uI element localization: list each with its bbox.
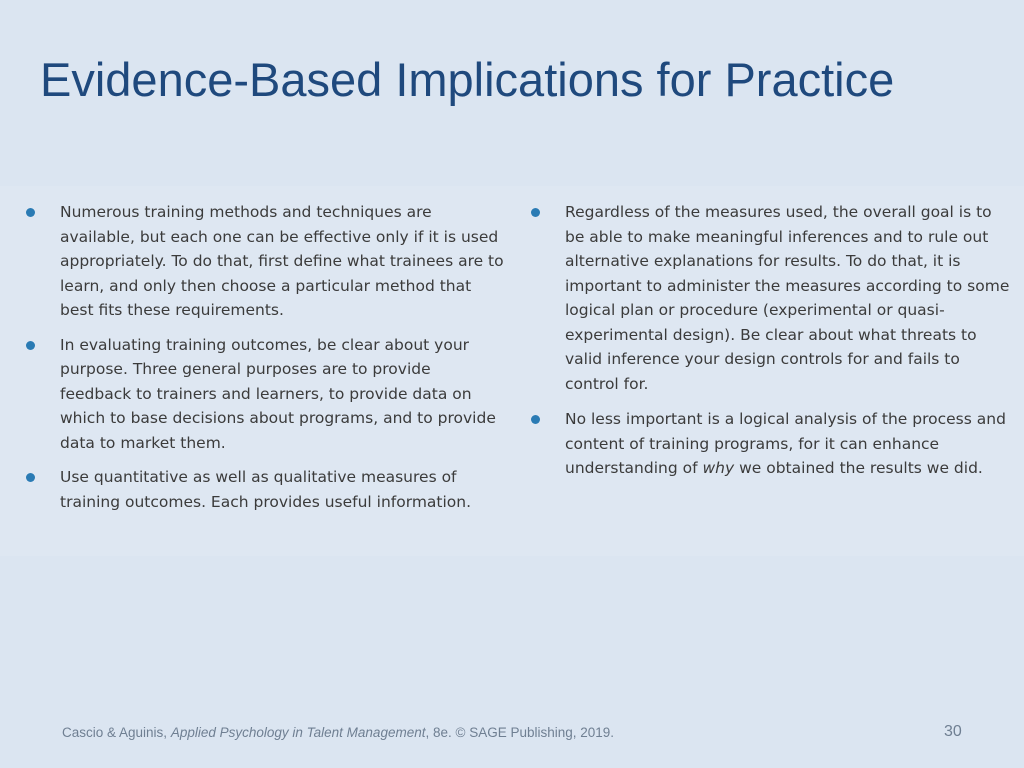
slide-title: Evidence-Based Implications for Practice <box>40 53 895 106</box>
bullet-item <box>26 200 506 323</box>
bullet-item <box>531 200 1011 396</box>
bullet-dot-icon <box>531 415 540 424</box>
content-panel <box>0 186 1024 556</box>
bullet-item <box>531 407 1011 481</box>
bullet-text-part: No less important is a logical analysis of the process and content of training programs, for it can enhance understanding of <box>565 410 1006 477</box>
bullet-text: Numerous training methods and techniques are available, but each one can be effective only if it is used appropriately. To do that, first define what trainees are to learn, and only then choose a particular method that best fits these requirements. <box>60 203 504 319</box>
bullet-dot-icon <box>26 473 35 482</box>
footer-citation <box>62 725 614 740</box>
citation-edition: , 8e. © SAGE Publishing, 2019. <box>425 725 615 740</box>
bullet-dot-icon <box>26 341 35 350</box>
bullet-item <box>26 465 506 514</box>
bullet-text: Regardless of the measures used, the overall goal is to be able to make meaningful inferences and to rule out alternative explanations for results. To do that, it is important to administer the measures according to some logical plan or procedure (experimental or quasi-experimental design). Be clear about what threats to valid inference your design controls for and fails to control for. <box>565 203 1010 393</box>
left-bullet-list <box>26 200 506 524</box>
citation-book-title: Applied Psychology in Talent Management <box>170 725 426 740</box>
page-number: 30 <box>944 723 962 740</box>
bullet-text: In evaluating training outcomes, be clear about your purpose. Three general purposes are to provide feedback to trainers and learners, to provide data on which to base decisions about programs, and to provide data to market them. <box>60 335 496 452</box>
bullet-dot-icon <box>531 208 540 217</box>
bullet-item <box>26 333 506 456</box>
bullet-text: Use quantitative as well as qualitative measures of training outcomes. Each provides useful information. <box>60 468 472 511</box>
bullet-text <box>565 410 1006 477</box>
bullet-dot-icon <box>26 208 35 217</box>
right-bullet-list <box>531 200 1011 492</box>
emphasis-text: why <box>702 459 735 477</box>
bullet-text-part: we obtained the results we did. <box>734 459 983 477</box>
citation-authors: Cascio & Aguinis, <box>62 725 171 740</box>
